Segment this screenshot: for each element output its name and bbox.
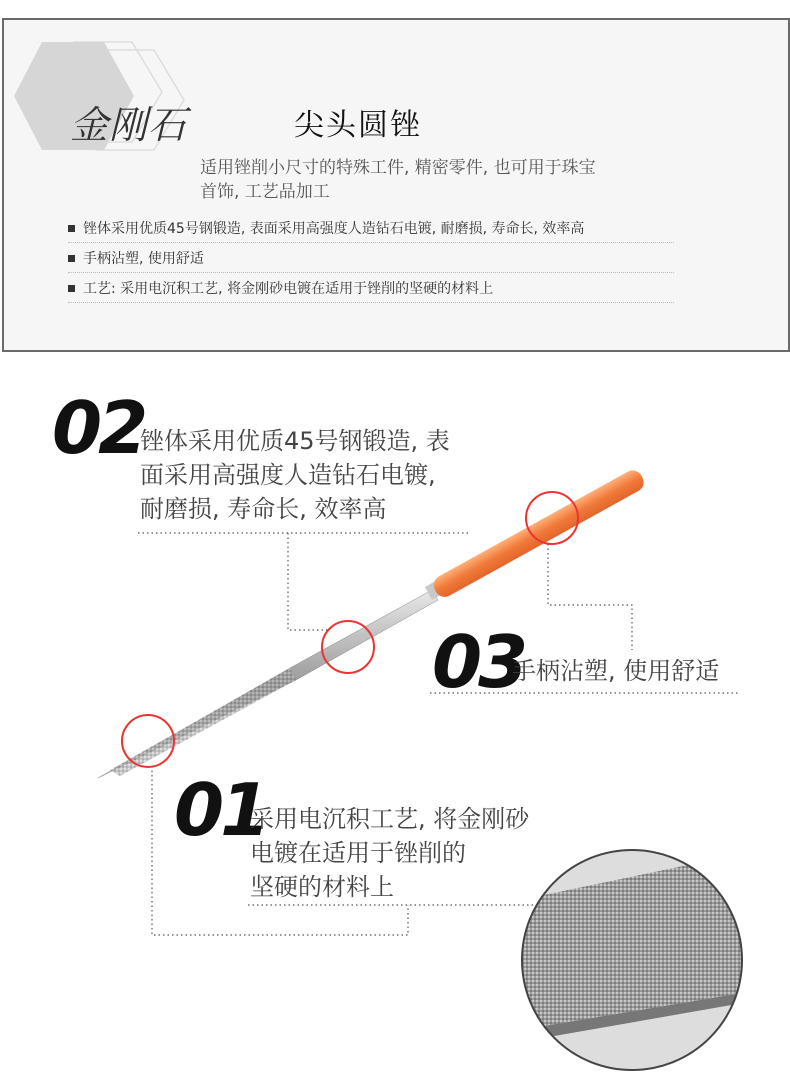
callout-text: 采用电沉积工艺, 将金刚砂 电镀在适用于锉削的 坚硬的材料上 bbox=[250, 805, 530, 901]
zoom-texture-image bbox=[520, 850, 760, 1080]
callout-number: 02 bbox=[52, 386, 145, 470]
callout-number: 01 bbox=[174, 768, 267, 852]
feature-item: 锉体采用优质45号钢锻造, 表面采用高强度人造钻石电镀, 耐磨损, 寿命长, 效率高 bbox=[68, 216, 674, 243]
callout-text: 锉体采用优质45号钢锻造, 表 面采用高强度人造钻石电镀, 耐磨损, 寿命长, 效率高 bbox=[140, 427, 450, 523]
product-subtitle: 适用锉削小尺寸的特殊工件, 精密零件, 也可用于珠宝首饰, 工艺品加工 bbox=[200, 158, 596, 202]
brand-name: 金刚石 bbox=[70, 103, 188, 147]
product-title: 尖头圆锉 bbox=[294, 108, 422, 143]
feature-item: 工艺: 采用电沉积工艺, 将金刚砂电镀在适用于锉削的坚硬的材料上 bbox=[68, 276, 674, 303]
callout-number: 03 bbox=[432, 620, 525, 704]
feature-item: 手柄沾塑, 使用舒适 bbox=[68, 246, 674, 273]
callout-text: 手柄沾塑, 使用舒适 bbox=[512, 657, 720, 685]
